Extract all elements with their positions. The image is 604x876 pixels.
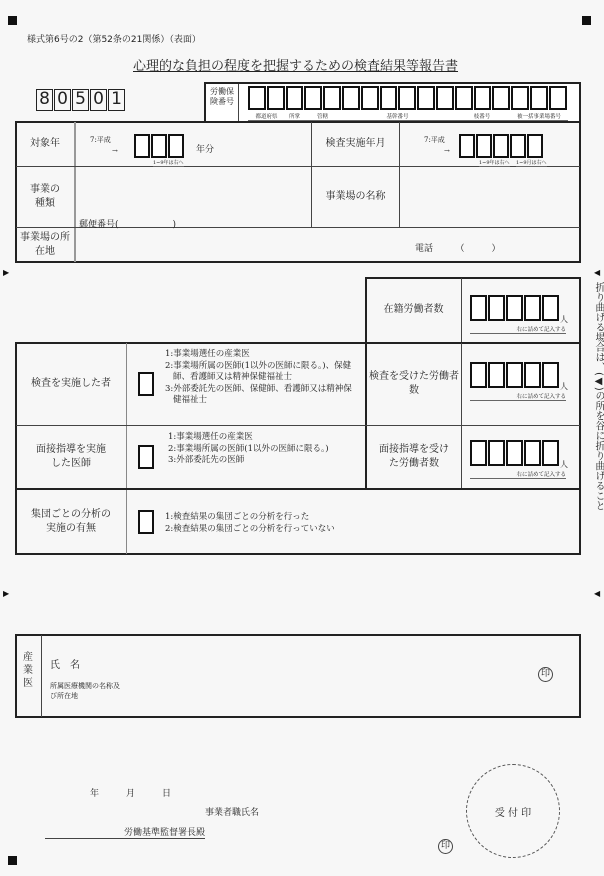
examiner-label: 検査を実施した者 bbox=[31, 378, 111, 389]
count-digit-box[interactable] bbox=[506, 362, 523, 388]
person-unit: 人 bbox=[560, 315, 568, 324]
doctor-name-label: 氏 名 bbox=[50, 660, 80, 671]
code-digit: 5 bbox=[72, 89, 89, 111]
hint: 1~9年は右へ bbox=[153, 160, 184, 166]
sublabel: 都道府県 bbox=[255, 114, 278, 120]
insurance-digit-box[interactable] bbox=[436, 86, 454, 110]
interviewed-label: 面接指導を受けた労働者数 bbox=[379, 444, 449, 469]
business-type-label: 事業の種類 bbox=[30, 184, 60, 209]
phone-field[interactable]: 電話 （ ） bbox=[415, 244, 501, 254]
insurance-digit-box[interactable] bbox=[474, 86, 492, 110]
group-analysis-label: 集団ごとの分析の実施の有無 bbox=[31, 509, 111, 534]
workplace-name-label: 事業場の名称 bbox=[325, 191, 386, 202]
count-digit-box[interactable] bbox=[470, 440, 487, 466]
sublabel: 枝番号 bbox=[473, 114, 491, 120]
insurance-digit-box[interactable] bbox=[286, 86, 304, 110]
doctor-label: 産業医 bbox=[23, 652, 33, 689]
count-digit-box[interactable] bbox=[488, 295, 505, 321]
receipt-stamp-area bbox=[466, 764, 560, 858]
fold-instruction: 折り曲げる場合は、(◀)の所を谷に折り曲げること bbox=[593, 282, 604, 511]
sublabel: 所掌 bbox=[288, 114, 300, 120]
enrolled-label: 在籍労働者数 bbox=[383, 304, 444, 315]
code-digit: 0 bbox=[90, 89, 107, 111]
group-options: 1:検査結果の集団ごとの分析を行った 2:検査結果の集団ごとの分析を行っていない bbox=[165, 512, 335, 534]
count-digit-box[interactable] bbox=[506, 295, 523, 321]
count-digit-box[interactable] bbox=[488, 440, 505, 466]
occupational-doctor-block bbox=[15, 634, 581, 718]
fold-mark-icon: ◀ bbox=[594, 589, 601, 598]
workplace-name-field[interactable] bbox=[401, 168, 579, 226]
interview-doctor-label: 面接指導を実施した医師 bbox=[36, 444, 106, 469]
count-digit-box[interactable] bbox=[542, 295, 559, 321]
date-field[interactable]: 年 月 日 bbox=[90, 789, 172, 799]
examined-label: 検査を受けた労働者数 bbox=[369, 371, 459, 396]
insurance-label: 労働保険番号 bbox=[210, 87, 234, 106]
page-title: 心理的な負担の程度を把握するための検査結果等報告書 bbox=[133, 59, 459, 74]
target-year-label: 対象年 bbox=[30, 138, 60, 149]
person-unit: 人 bbox=[560, 382, 568, 391]
seal-mark: 印 bbox=[438, 839, 453, 854]
doctor-name-field[interactable] bbox=[80, 650, 530, 672]
sublabel: 管轄 bbox=[316, 114, 328, 120]
code-digit: 8 bbox=[36, 89, 53, 111]
insurance-digit-box[interactable] bbox=[380, 86, 398, 110]
insurance-digit-box[interactable] bbox=[248, 86, 266, 110]
fold-mark-icon: ▶ bbox=[3, 268, 10, 277]
count-digit-box[interactable] bbox=[506, 440, 523, 466]
hint: 1~9月は右へ bbox=[516, 160, 547, 166]
insurance-digit-boxes[interactable] bbox=[248, 86, 568, 114]
count-digit-box[interactable] bbox=[524, 295, 541, 321]
labor-office-field[interactable] bbox=[45, 825, 205, 839]
insurance-digit-box[interactable] bbox=[549, 86, 567, 110]
insurance-digit-box[interactable] bbox=[530, 86, 548, 110]
examined-count-input[interactable] bbox=[470, 362, 568, 401]
postal-code-field[interactable]: 郵便番号( ) bbox=[79, 220, 177, 230]
employer-name-label: 事業者職氏名 bbox=[205, 808, 260, 818]
insurance-digit-box[interactable] bbox=[361, 86, 379, 110]
insurance-sublabels bbox=[248, 112, 568, 121]
count-digit-box[interactable] bbox=[470, 362, 487, 388]
year-suffix: 年分 bbox=[196, 145, 215, 155]
insurance-digit-box[interactable] bbox=[323, 86, 341, 110]
receipt-label: 受 付 印 bbox=[494, 807, 532, 819]
examiner-options: 1:事業場選任の産業医 2:事業場所属の医師(1以外の医師に限る。)、保健師、看護師又は精神保健福祉士 3:外部委託先の医師、保健師、看護師又は精神保健福祉士 bbox=[165, 349, 352, 405]
form-code bbox=[36, 89, 126, 111]
insurance-digit-box[interactable] bbox=[267, 86, 285, 110]
fold-mark-icon: ▶ bbox=[3, 589, 10, 598]
hint: 右に詰めて記入する bbox=[470, 470, 566, 479]
insurance-digit-box[interactable] bbox=[398, 86, 416, 110]
exam-month-label: 検査実施年月 bbox=[325, 138, 386, 149]
code-digit: 0 bbox=[54, 89, 71, 111]
seal-mark: 印 bbox=[538, 667, 553, 682]
group-analysis-code-input[interactable] bbox=[138, 510, 154, 534]
interviewed-count-input[interactable] bbox=[470, 440, 568, 479]
count-digit-box[interactable] bbox=[524, 440, 541, 466]
insurance-digit-box[interactable] bbox=[342, 86, 360, 110]
count-digit-box[interactable] bbox=[542, 362, 559, 388]
fold-mark-icon: ◀ bbox=[594, 268, 601, 277]
target-year-input[interactable] bbox=[134, 134, 185, 162]
hint: 右に詰めて記入する bbox=[470, 392, 566, 401]
arrow: → bbox=[444, 147, 450, 155]
registration-mark bbox=[8, 856, 17, 865]
insurance-digit-box[interactable] bbox=[417, 86, 435, 110]
insurance-digit-box[interactable] bbox=[492, 86, 510, 110]
enrolled-count-input[interactable] bbox=[470, 295, 568, 334]
office-label: 労働基準監督署長殿 bbox=[123, 828, 205, 838]
hint: 1~9年は右へ bbox=[479, 160, 510, 166]
registration-mark bbox=[8, 16, 17, 25]
insurance-digit-box[interactable] bbox=[511, 86, 529, 110]
sublabel: 被一括事業場番号 bbox=[516, 114, 561, 120]
insurance-number-field[interactable] bbox=[204, 82, 581, 122]
insurance-digit-box[interactable] bbox=[455, 86, 473, 110]
code-digit: 1 bbox=[108, 89, 125, 111]
interview-options: 1:事業場選任の産業医 2:事業場所属の医師(1以外の医師に限る。) 3:外部委託先の医師 bbox=[168, 432, 329, 465]
registration-mark bbox=[582, 16, 591, 25]
form-number: 様式第6号の2（第52条の21関係）（表面） bbox=[27, 35, 201, 45]
sublabel: 基幹番号 bbox=[386, 114, 409, 120]
workplace-address-label: 事業場の所在地 bbox=[20, 232, 70, 257]
interview-doctor-code-input[interactable] bbox=[138, 445, 154, 469]
era-label: 7:平成 bbox=[90, 136, 111, 144]
exam-month-input[interactable] bbox=[459, 134, 544, 162]
examiner-code-input[interactable] bbox=[138, 372, 154, 396]
affiliation-label: 所属医療機関の名称及び所在地 bbox=[50, 682, 120, 700]
count-digit-box[interactable] bbox=[470, 295, 487, 321]
person-unit: 人 bbox=[560, 460, 568, 469]
count-digit-box[interactable] bbox=[524, 362, 541, 388]
arrow: → bbox=[112, 147, 118, 155]
hint: 右に詰めて記入する bbox=[470, 325, 566, 334]
era-label: 7:平成 bbox=[424, 136, 445, 144]
insurance-digit-box[interactable] bbox=[304, 86, 322, 110]
count-digit-box[interactable] bbox=[488, 362, 505, 388]
count-digit-box[interactable] bbox=[542, 440, 559, 466]
